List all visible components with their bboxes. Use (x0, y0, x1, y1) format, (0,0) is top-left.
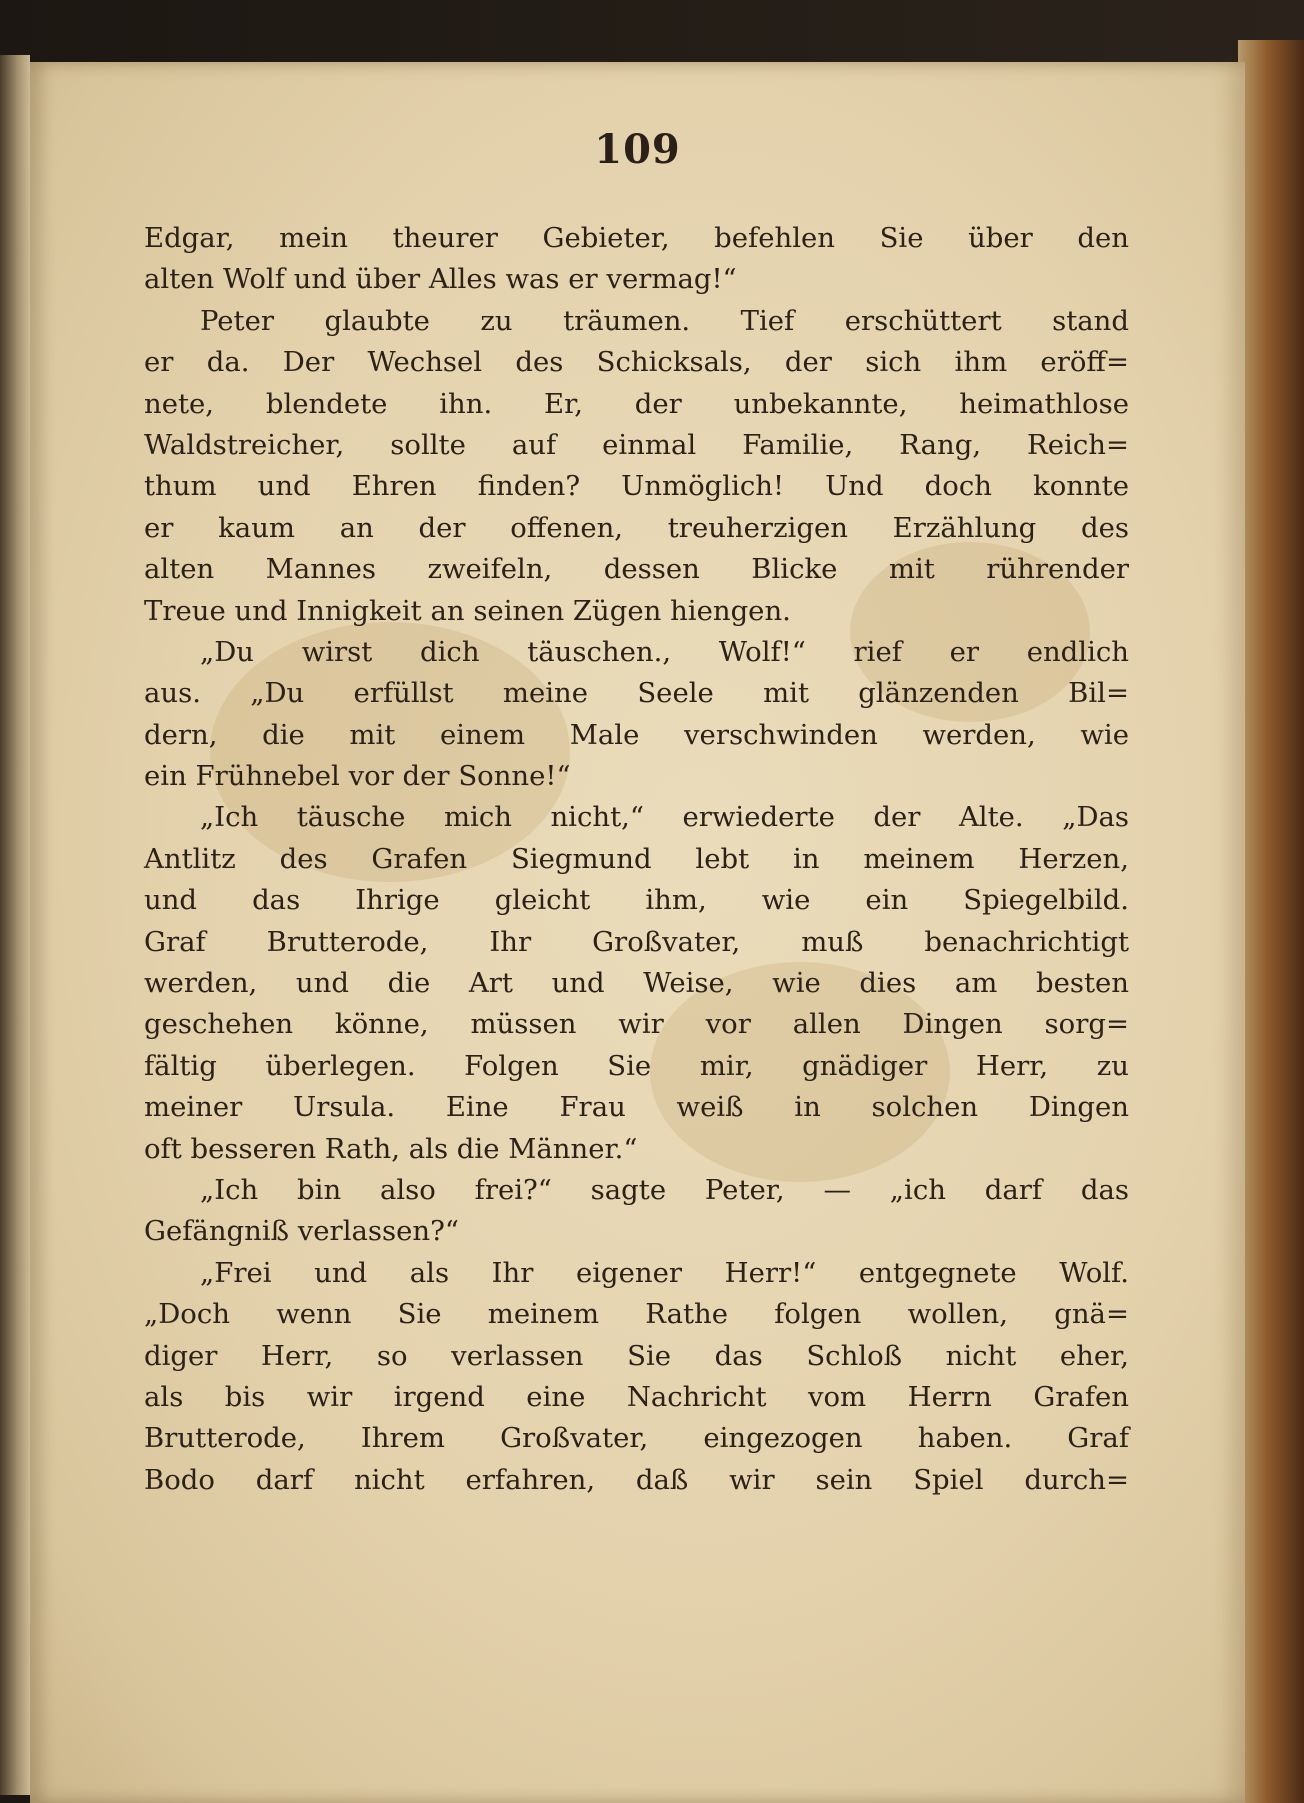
text-line: Treue und Innigkeit an seinen Zügen hiengen. (144, 594, 791, 627)
text-line: Edgar, mein theurer Gebieter, befehlen Sie über den (144, 222, 1129, 254)
text-line: diger Herr, so verlassen Sie das Schloß nicht eher, (144, 1339, 1129, 1372)
text-line: er kaum an der offenen, treuherzigen Erzählung des (144, 511, 1129, 544)
text-line: Graf Brutterode, Ihr Großvater, muß benachrichtigt (144, 925, 1129, 958)
text-line: Bodo darf nicht erfahren, daß wir sein Spiel durch= (144, 1463, 1129, 1496)
text-line: „Ich bin also frei?“ sagte Peter, — „ich darf das (200, 1173, 1129, 1206)
text-line: „Doch wenn Sie meinem Rathe folgen wollen, gnä= (144, 1298, 1129, 1331)
text-line: oft besseren Rath, als die Männer.“ (144, 1132, 638, 1165)
text-line: „Frei und als Ihr eigener Herr!“ entgegnete Wolf. (200, 1256, 1129, 1289)
text-line: nete, blendete ihn. Er, der unbekannte, heimathlose (144, 387, 1129, 420)
text-line: meiner Ursula. Eine Frau weiß in solchen Dingen (144, 1091, 1129, 1124)
text-line: werden, und die Art und Weise, wie dies am besten (144, 967, 1129, 1000)
text-line: thum und Ehren finden? Unmöglich! Und doch konnte (144, 470, 1129, 503)
body-text (144, 218, 1129, 1501)
previous-page-edge (0, 55, 30, 1795)
text-line: und das Ihrige gleicht ihm, wie ein Spiegelbild. (144, 884, 1129, 917)
text-line: als bis wir irgend eine Nachricht vom Herrn Grafen (144, 1380, 1129, 1413)
text-line: alten Wolf und über Alles was er vermag!“ (144, 263, 737, 296)
text-line: er da. Der Wechsel des Schicksals, der sich ihm eröff= (144, 346, 1129, 379)
text-line: geschehen könne, müssen wir vor allen Dingen sorg= (144, 1008, 1129, 1041)
page-number: 109 (594, 126, 681, 173)
text-line: Gefängniß verlassen?“ (144, 1215, 459, 1248)
text-line: aus. „Du erfüllst meine Seele mit glänzenden Bil= (144, 677, 1129, 710)
book-page (30, 62, 1245, 1803)
text-line: Brutterode, Ihrem Großvater, eingezogen haben. Graf (144, 1422, 1129, 1455)
text-line: dern, die mit einem Male verschwinden werden, wie (144, 718, 1129, 751)
book-cover-edge (1238, 40, 1304, 1803)
text-line: alten Mannes zweifeln, dessen Blicke mit rührender (144, 553, 1129, 586)
text-line: Waldstreicher, sollte auf einmal Familie, Rang, Reich= (144, 428, 1129, 461)
text-line: „Du wirst dich täuschen., Wolf!“ rief er endlich (200, 635, 1129, 668)
text-line: „Ich täusche mich nicht,“ erwiederte der Alte. „Das (200, 801, 1129, 834)
text-line: fältig überlegen. Folgen Sie mir, gnädiger Herr, zu (144, 1049, 1129, 1082)
text-line: Antlitz des Grafen Siegmund lebt in meinem Herzen, (144, 842, 1129, 875)
text-line: Peter glaubte zu träumen. Tief erschüttert stand (200, 304, 1129, 337)
text-line: ein Frühnebel vor der Sonne!“ (144, 760, 571, 793)
